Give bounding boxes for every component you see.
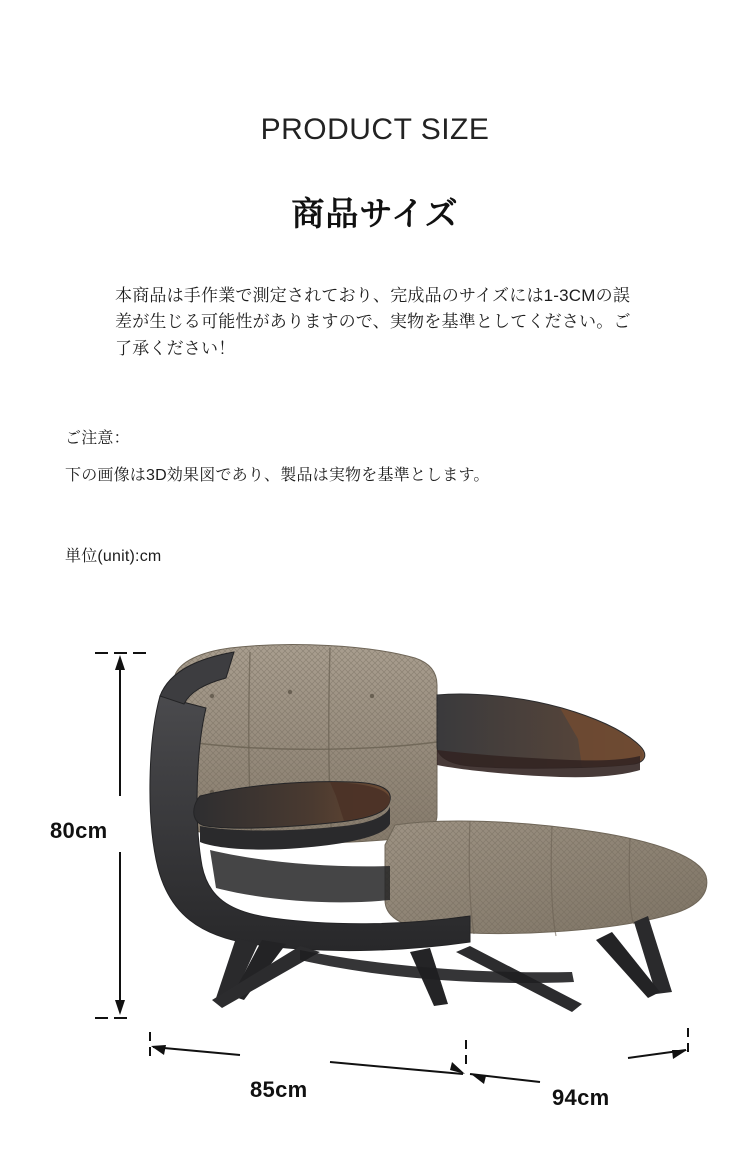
page-title-english: PRODUCT SIZE (260, 113, 490, 146)
measurement-disclaimer: 本商品は手作業で測定されており、完成品のサイズには1-3CMの誤差が生じる可能性がありますので、実物を基準としてください。ご了承ください！ (115, 286, 631, 358)
note-label: ご注意： (65, 430, 130, 447)
height-dimension-label: 80cm (50, 818, 108, 843)
note-text: 下の画像は3D効果図であり、製品は実物を基準とします。 (65, 467, 490, 484)
dimension-diagram (0, 600, 750, 1150)
depth-dimension-label: 94cm (552, 1085, 610, 1110)
width-dimension-label: 85cm (250, 1077, 308, 1102)
height-dimension-line (0, 600, 750, 1150)
page-title-japanese: 商品サイズ (291, 195, 459, 232)
unit-text: 単位(unit):cm (65, 548, 162, 565)
